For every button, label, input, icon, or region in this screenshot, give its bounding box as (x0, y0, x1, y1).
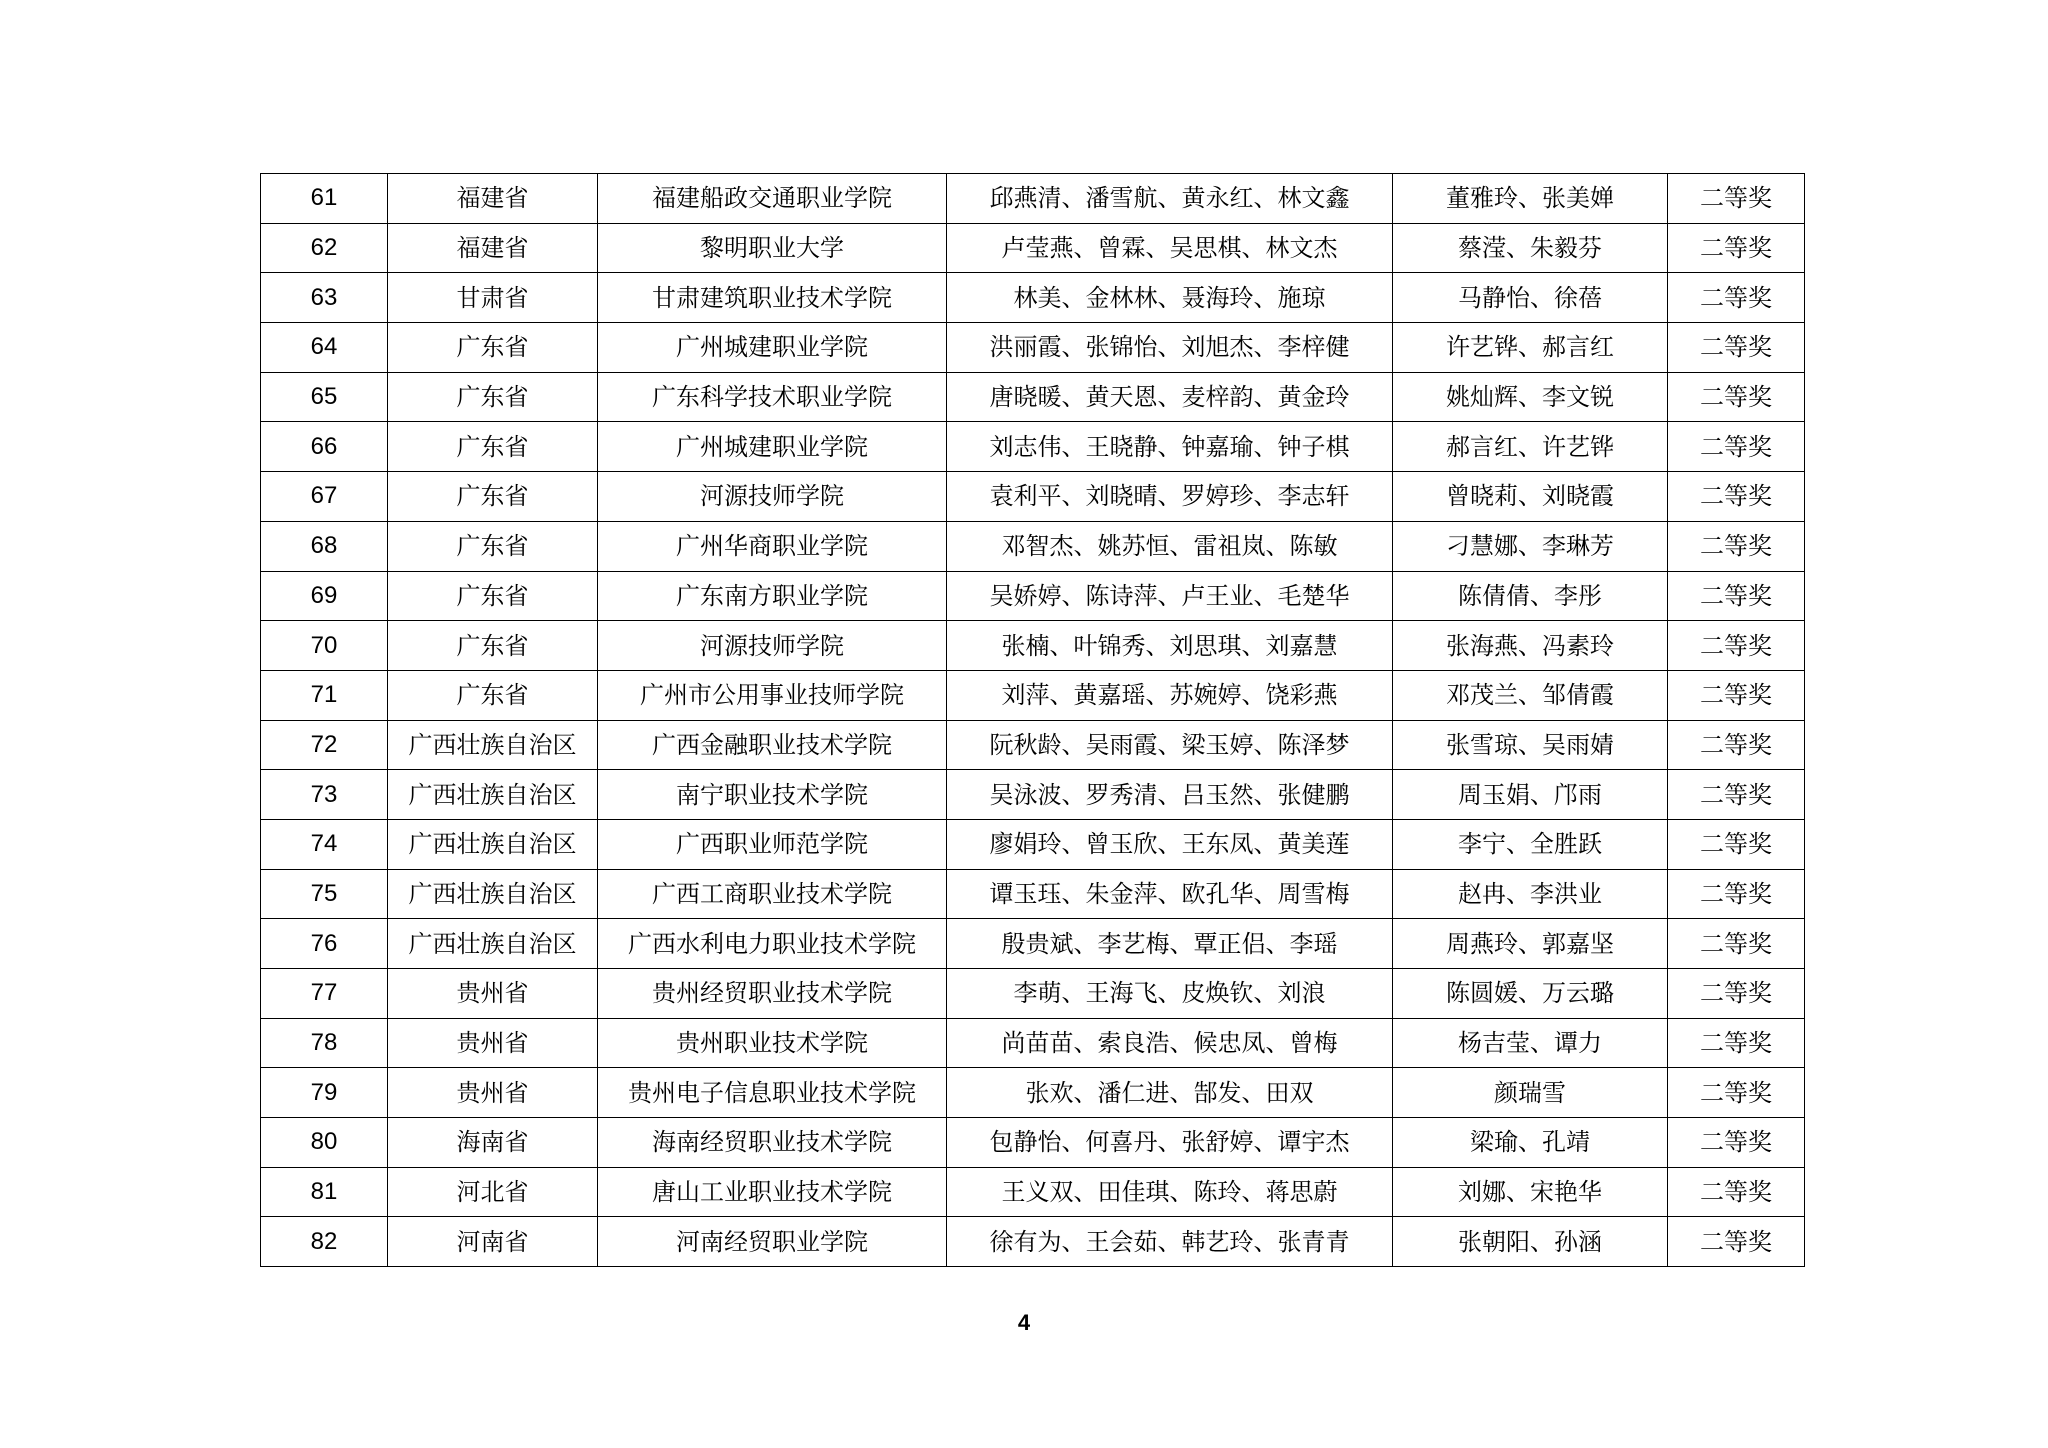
cell-advisors: 张朝阳、孙涵 (1393, 1217, 1668, 1267)
table-row (261, 1118, 1805, 1168)
cell-province: 海南省 (388, 1118, 598, 1168)
cell-award: 二等奖 (1668, 919, 1805, 969)
cell-award: 二等奖 (1668, 571, 1805, 621)
cell-advisors: 郝言红、许艺铧 (1393, 422, 1668, 472)
table-row (261, 1167, 1805, 1217)
cell-number: 78 (261, 1018, 388, 1068)
cell-number: 71 (261, 670, 388, 720)
cell-team-members: 阮秋龄、吴雨霞、梁玉婷、陈泽梦 (947, 720, 1393, 770)
cell-school: 河源技师学院 (598, 621, 947, 671)
cell-province: 广西壮族自治区 (388, 720, 598, 770)
cell-number: 76 (261, 919, 388, 969)
table-row (261, 919, 1805, 969)
cell-team-members: 尚苗苗、索良浩、候忠凤、曾梅 (947, 1018, 1393, 1068)
table-row (261, 273, 1805, 323)
cell-advisors: 张雪琼、吴雨婧 (1393, 720, 1668, 770)
cell-school: 贵州经贸职业技术学院 (598, 969, 947, 1019)
cell-team-members: 刘志伟、王晓静、钟嘉瑜、钟子棋 (947, 422, 1393, 472)
cell-award: 二等奖 (1668, 1167, 1805, 1217)
cell-number: 69 (261, 571, 388, 621)
cell-advisors: 梁瑜、孔靖 (1393, 1118, 1668, 1168)
cell-team-members: 张欢、潘仁进、郜发、田双 (947, 1068, 1393, 1118)
cell-advisors: 周玉娟、邝雨 (1393, 770, 1668, 820)
cell-advisors: 董雅玲、张美婵 (1393, 174, 1668, 224)
cell-team-members: 邱燕清、潘雪航、黄永红、林文鑫 (947, 174, 1393, 224)
cell-team-members: 吴泳波、罗秀清、吕玉然、张健鹏 (947, 770, 1393, 820)
cell-team-members: 洪丽霞、张锦怡、刘旭杰、李梓健 (947, 323, 1393, 373)
cell-number: 80 (261, 1118, 388, 1168)
cell-award: 二等奖 (1668, 621, 1805, 671)
cell-team-members: 徐有为、王会茹、韩艺玲、张青青 (947, 1217, 1393, 1267)
cell-team-members: 吴娇婷、陈诗萍、卢王业、毛楚华 (947, 571, 1393, 621)
cell-advisors: 刁慧娜、李琳芳 (1393, 521, 1668, 571)
cell-number: 74 (261, 819, 388, 869)
cell-school: 贵州职业技术学院 (598, 1018, 947, 1068)
cell-team-members: 王义双、田佳琪、陈玲、蒋思蔚 (947, 1167, 1393, 1217)
cell-number: 75 (261, 869, 388, 919)
cell-advisors: 邓茂兰、邹倩霞 (1393, 670, 1668, 720)
cell-number: 73 (261, 770, 388, 820)
cell-team-members: 包静怡、何喜丹、张舒婷、谭宇杰 (947, 1118, 1393, 1168)
cell-award: 二等奖 (1668, 770, 1805, 820)
cell-number: 70 (261, 621, 388, 671)
cell-award: 二等奖 (1668, 521, 1805, 571)
cell-province: 广西壮族自治区 (388, 819, 598, 869)
table-row (261, 720, 1805, 770)
cell-province: 广东省 (388, 323, 598, 373)
cell-province: 贵州省 (388, 1018, 598, 1068)
cell-province: 广西壮族自治区 (388, 919, 598, 969)
cell-province: 甘肃省 (388, 273, 598, 323)
cell-province: 广东省 (388, 372, 598, 422)
cell-advisors: 刘娜、宋艳华 (1393, 1167, 1668, 1217)
cell-number: 64 (261, 323, 388, 373)
cell-school: 河南经贸职业学院 (598, 1217, 947, 1267)
cell-province: 广西壮族自治区 (388, 770, 598, 820)
table-row (261, 770, 1805, 820)
table-row (261, 521, 1805, 571)
cell-province: 福建省 (388, 174, 598, 224)
cell-advisors: 周燕玲、郭嘉坚 (1393, 919, 1668, 969)
cell-number: 72 (261, 720, 388, 770)
cell-award: 二等奖 (1668, 969, 1805, 1019)
table-row (261, 670, 1805, 720)
table-row (261, 422, 1805, 472)
table-row (261, 1068, 1805, 1118)
cell-school: 广州城建职业学院 (598, 323, 947, 373)
cell-award: 二等奖 (1668, 223, 1805, 273)
table-row (261, 869, 1805, 919)
cell-team-members: 廖娟玲、曾玉欣、王东凤、黄美莲 (947, 819, 1393, 869)
cell-province: 广东省 (388, 571, 598, 621)
cell-number: 67 (261, 472, 388, 522)
cell-province: 广东省 (388, 521, 598, 571)
cell-school: 广西金融职业技术学院 (598, 720, 947, 770)
cell-province: 广东省 (388, 422, 598, 472)
cell-award: 二等奖 (1668, 323, 1805, 373)
cell-province: 河南省 (388, 1217, 598, 1267)
table-row (261, 372, 1805, 422)
table-row (261, 969, 1805, 1019)
cell-team-members: 张楠、叶锦秀、刘思琪、刘嘉慧 (947, 621, 1393, 671)
cell-award: 二等奖 (1668, 670, 1805, 720)
cell-number: 63 (261, 273, 388, 323)
cell-number: 65 (261, 372, 388, 422)
cell-school: 河源技师学院 (598, 472, 947, 522)
cell-province: 福建省 (388, 223, 598, 273)
cell-team-members: 林美、金林林、聂海玲、施琼 (947, 273, 1393, 323)
cell-award: 二等奖 (1668, 1068, 1805, 1118)
table-row (261, 571, 1805, 621)
table-row (261, 472, 1805, 522)
cell-award: 二等奖 (1668, 273, 1805, 323)
cell-number: 66 (261, 422, 388, 472)
cell-number: 77 (261, 969, 388, 1019)
cell-team-members: 刘萍、黄嘉瑶、苏婉婷、饶彩燕 (947, 670, 1393, 720)
cell-team-members: 唐晓暖、黄天恩、麦梓韵、黄金玲 (947, 372, 1393, 422)
cell-province: 广东省 (388, 621, 598, 671)
cell-school: 福建船政交通职业学院 (598, 174, 947, 224)
cell-award: 二等奖 (1668, 869, 1805, 919)
cell-advisors: 姚灿辉、李文锐 (1393, 372, 1668, 422)
cell-advisors: 马静怡、徐蓓 (1393, 273, 1668, 323)
cell-school: 唐山工业职业技术学院 (598, 1167, 947, 1217)
cell-number: 61 (261, 174, 388, 224)
cell-team-members: 袁利平、刘晓晴、罗婷珍、李志轩 (947, 472, 1393, 522)
cell-award: 二等奖 (1668, 472, 1805, 522)
cell-number: 62 (261, 223, 388, 273)
cell-number: 81 (261, 1167, 388, 1217)
cell-school: 甘肃建筑职业技术学院 (598, 273, 947, 323)
table-row (261, 621, 1805, 671)
cell-school: 广西职业师范学院 (598, 819, 947, 869)
table-row (261, 223, 1805, 273)
cell-advisors: 颜瑞雪 (1393, 1068, 1668, 1118)
cell-school: 广西水利电力职业技术学院 (598, 919, 947, 969)
cell-advisors: 许艺铧、郝言红 (1393, 323, 1668, 373)
table-row (261, 1217, 1805, 1267)
table-row (261, 174, 1805, 224)
cell-advisors: 蔡滢、朱毅芬 (1393, 223, 1668, 273)
cell-award: 二等奖 (1668, 372, 1805, 422)
cell-award: 二等奖 (1668, 819, 1805, 869)
cell-province: 广东省 (388, 670, 598, 720)
cell-advisors: 陈圆媛、万云璐 (1393, 969, 1668, 1019)
cell-team-members: 谭玉珏、朱金萍、欧孔华、周雪梅 (947, 869, 1393, 919)
cell-advisors: 曾晓莉、刘晓霞 (1393, 472, 1668, 522)
cell-award: 二等奖 (1668, 1217, 1805, 1267)
cell-province: 贵州省 (388, 969, 598, 1019)
cell-province: 广西壮族自治区 (388, 869, 598, 919)
cell-school: 海南经贸职业技术学院 (598, 1118, 947, 1168)
cell-school: 广西工商职业技术学院 (598, 869, 947, 919)
cell-school: 广州市公用事业技师学院 (598, 670, 947, 720)
cell-province: 河北省 (388, 1167, 598, 1217)
cell-team-members: 卢莹燕、曾霖、吴思棋、林文杰 (947, 223, 1393, 273)
cell-advisors: 陈倩倩、李彤 (1393, 571, 1668, 621)
cell-award: 二等奖 (1668, 720, 1805, 770)
table-row (261, 1018, 1805, 1068)
award-table-body (261, 174, 1805, 1267)
cell-school: 黎明职业大学 (598, 223, 947, 273)
cell-province: 广东省 (388, 472, 598, 522)
page-number: 4 (1017, 1310, 1031, 1335)
cell-award: 二等奖 (1668, 422, 1805, 472)
cell-school: 南宁职业技术学院 (598, 770, 947, 820)
table-row (261, 819, 1805, 869)
cell-school: 广东南方职业学院 (598, 571, 947, 621)
cell-school: 贵州电子信息职业技术学院 (598, 1068, 947, 1118)
cell-school: 广东科学技术职业学院 (598, 372, 947, 422)
cell-advisors: 杨吉莹、谭力 (1393, 1018, 1668, 1068)
cell-team-members: 李萌、王海飞、皮焕钦、刘浪 (947, 969, 1393, 1019)
cell-number: 82 (261, 1217, 388, 1267)
cell-number: 79 (261, 1068, 388, 1118)
award-table (260, 173, 1805, 1267)
cell-award: 二等奖 (1668, 1118, 1805, 1168)
cell-school: 广州城建职业学院 (598, 422, 947, 472)
cell-school: 广州华商职业学院 (598, 521, 947, 571)
cell-province: 贵州省 (388, 1068, 598, 1118)
cell-award: 二等奖 (1668, 174, 1805, 224)
cell-advisors: 张海燕、冯素玲 (1393, 621, 1668, 671)
cell-team-members: 邓智杰、姚苏恒、雷祖岚、陈敏 (947, 521, 1393, 571)
cell-advisors: 李宁、全胜跃 (1393, 819, 1668, 869)
cell-number: 68 (261, 521, 388, 571)
cell-award: 二等奖 (1668, 1018, 1805, 1068)
cell-team-members: 殷贵斌、李艺梅、覃正侣、李瑶 (947, 919, 1393, 969)
cell-advisors: 赵冉、李洪业 (1393, 869, 1668, 919)
table-row (261, 323, 1805, 373)
